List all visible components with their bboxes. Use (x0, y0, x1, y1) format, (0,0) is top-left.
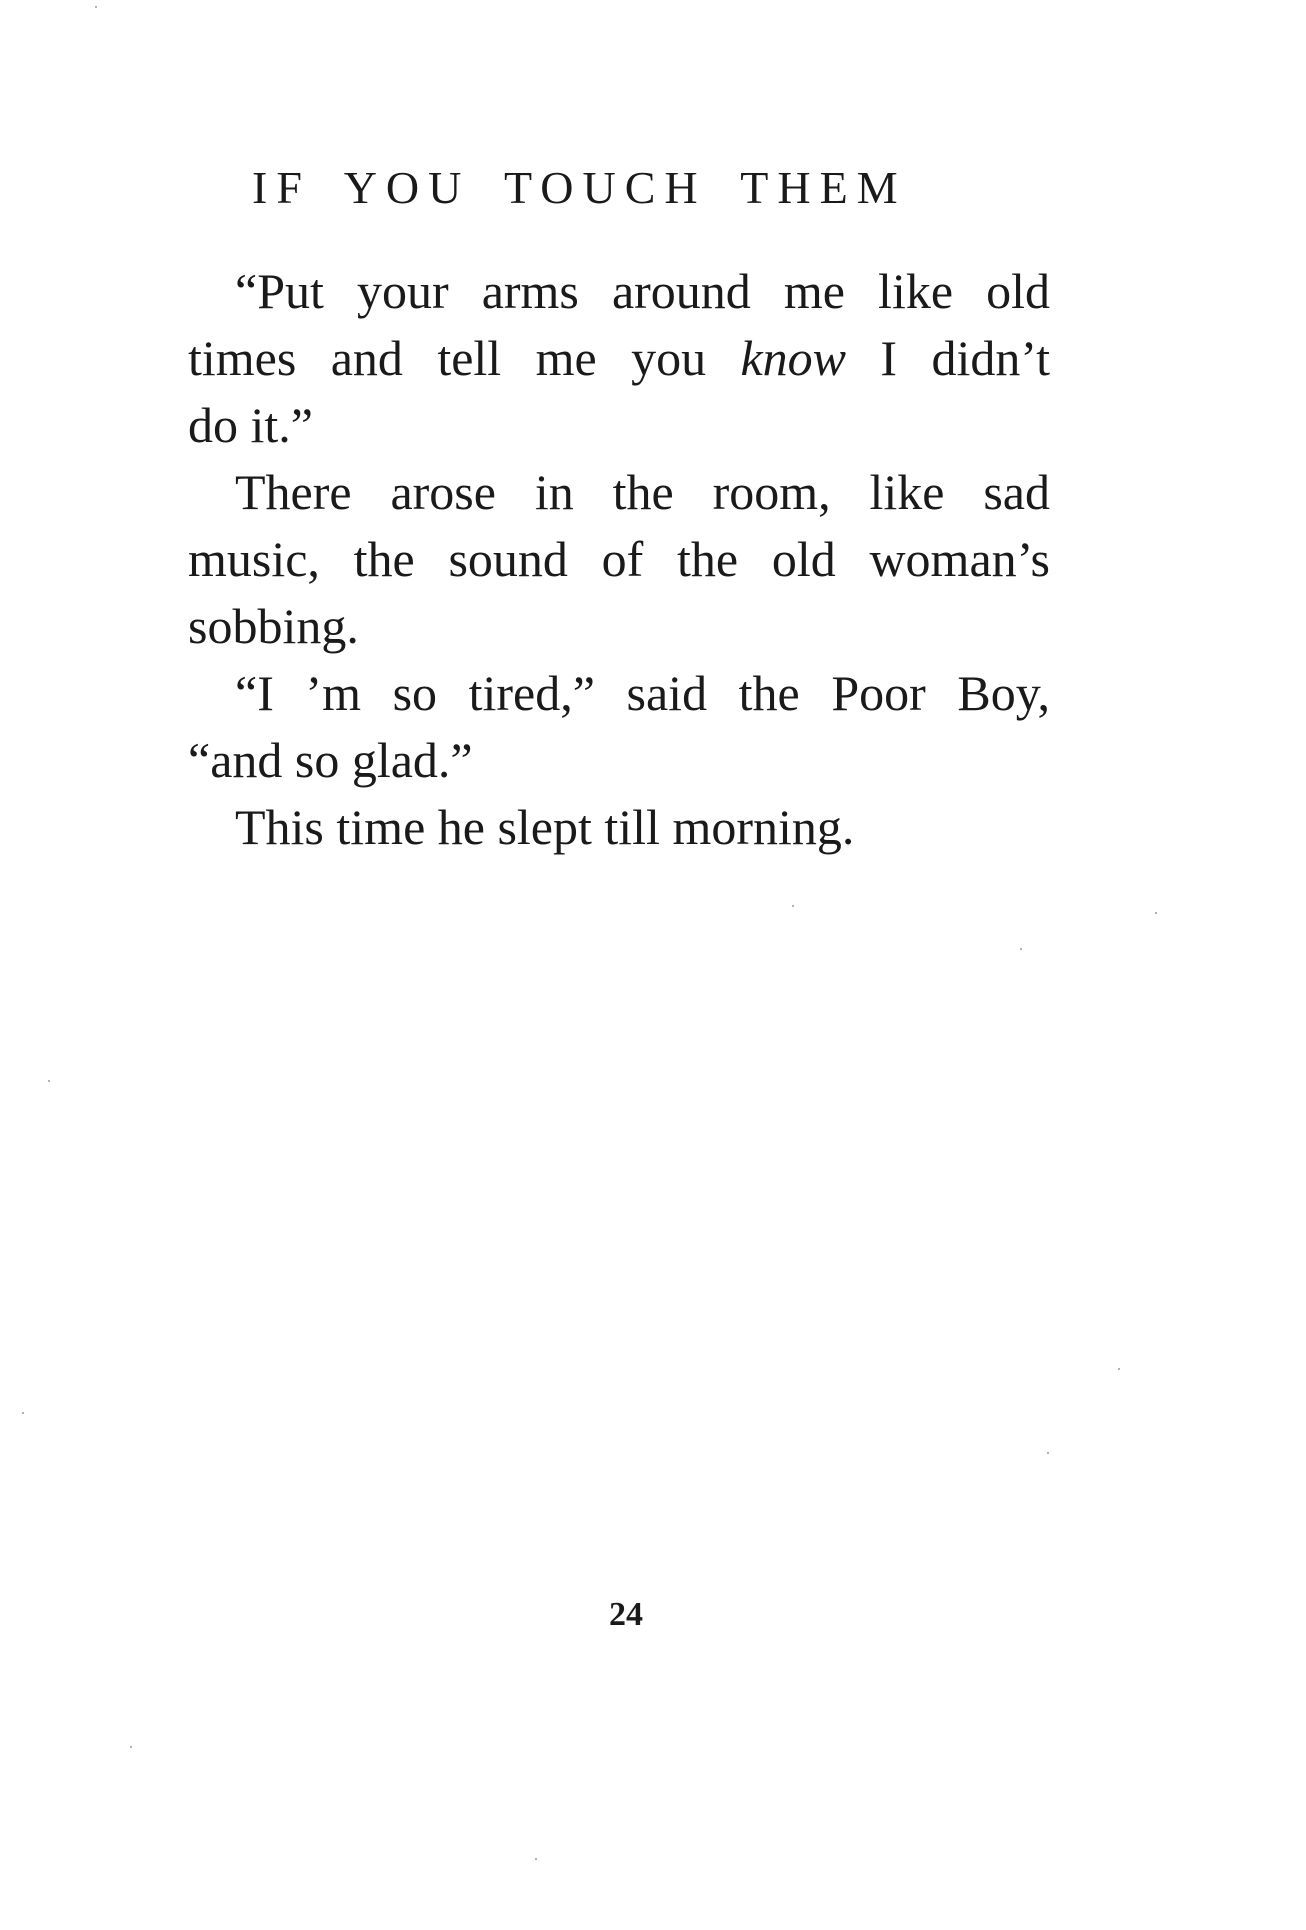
paper-speck (1020, 948, 1022, 950)
paper-speck (1047, 1452, 1049, 1454)
paper-speck (1118, 1368, 1120, 1370)
text-line (188, 325, 1050, 392)
text-line: “and so glad.” (188, 732, 473, 788)
paragraph-1 (188, 258, 1050, 459)
text-line: sobbing. (188, 598, 359, 654)
text-line: This time he slept till morning. (235, 799, 855, 855)
emphasis-word: know (740, 330, 847, 386)
text-run: times and tell me you (188, 330, 741, 386)
paper-speck (95, 6, 97, 8)
page-number: 24 (609, 1596, 643, 1633)
body-text (188, 258, 1050, 861)
paragraph-3 (188, 660, 1050, 794)
running-head: IF YOU TOUCH THEM (252, 162, 907, 213)
text-run: I didn’t (846, 330, 1050, 386)
paper-speck (130, 1746, 132, 1748)
text-line: “I ’m so tired,” said the Poor Boy, (235, 665, 1050, 721)
paper-speck (535, 1858, 537, 1860)
text-line: do it.” (188, 397, 313, 453)
paper-speck (48, 1080, 50, 1082)
paper-speck (792, 905, 794, 907)
text-line: “Put your arms around me like old (235, 263, 1050, 319)
paragraph-4 (188, 794, 1050, 861)
text-line: music, the sound of the old woman’s (188, 531, 1050, 587)
text-line: There arose in the room, like sad (235, 464, 1050, 520)
paragraph-2 (188, 459, 1050, 660)
paper-speck (1155, 912, 1157, 914)
paper-speck (22, 1412, 24, 1414)
